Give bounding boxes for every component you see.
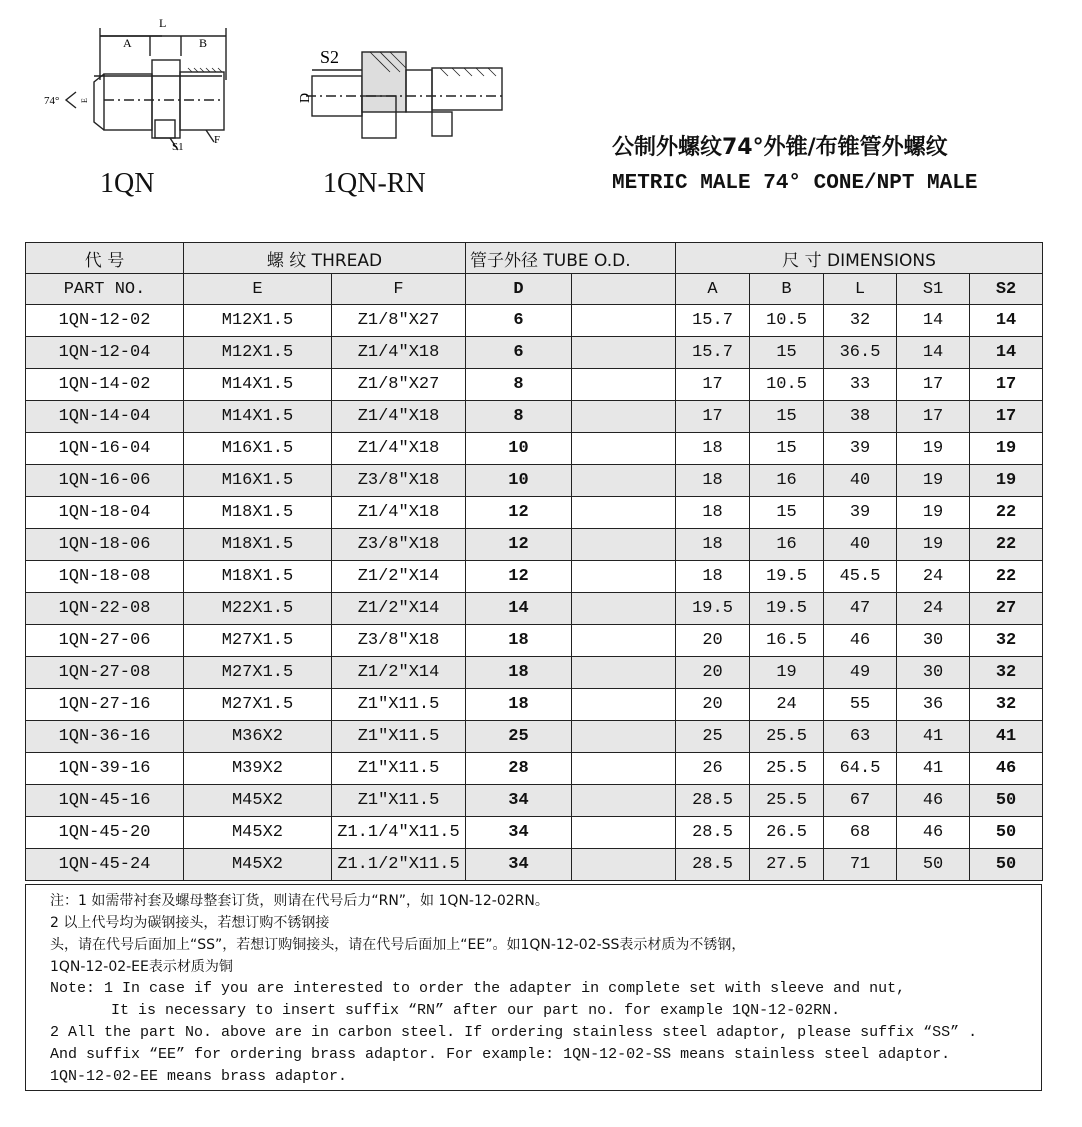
note-en-1: Note: 1 In case if you are interested to order the adapter in complete set with sleeve and nut,	[50, 980, 906, 997]
cell-s1: 24	[897, 593, 970, 625]
cell-s1: 50	[897, 849, 970, 881]
cell-d: 25	[466, 721, 572, 753]
cell-s1: 36	[897, 689, 970, 721]
cell-b: 15	[750, 497, 824, 529]
header-dimensions: 尺 寸 DIMENSIONS	[676, 243, 1043, 274]
cell-d: 8	[466, 369, 572, 401]
table-row	[26, 817, 1043, 849]
cell-b: 16.5	[750, 625, 824, 657]
cell-s2: 41	[970, 721, 1043, 753]
cell-f: Z1"X11.5	[332, 753, 466, 785]
cell-part: 1QN-36-16	[26, 721, 184, 753]
cell-empty	[572, 561, 676, 593]
cell-part: 1QN-16-04	[26, 433, 184, 465]
header-empty	[572, 274, 676, 305]
cell-e: M27X1.5	[184, 689, 332, 721]
cell-l: 63	[824, 721, 897, 753]
cell-f: Z3/8"X18	[332, 529, 466, 561]
cell-l: 67	[824, 785, 897, 817]
cell-d: 18	[466, 625, 572, 657]
note-en-3: 2 All the part No. above are in carbon steel. If ordering stainless steel adaptor, please suffix “SS” .	[50, 1024, 978, 1041]
note-cn-3: 头，请在代号后面加上“SS”，若想订购铜接头，请在代号后面加上“EE”。如1QN-12-02-SS表示材质为不锈钢，	[50, 937, 746, 953]
cell-a: 26	[676, 753, 750, 785]
cell-empty	[572, 465, 676, 497]
cell-part: 1QN-22-08	[26, 593, 184, 625]
cell-e: M16X1.5	[184, 433, 332, 465]
cell-b: 19	[750, 657, 824, 689]
cell-part: 1QN-45-20	[26, 817, 184, 849]
cell-l: 68	[824, 817, 897, 849]
cell-empty	[572, 497, 676, 529]
cell-part: 1QN-18-06	[26, 529, 184, 561]
cell-d: 6	[466, 305, 572, 337]
title-english: METRIC MALE 74° CONE/NPT MALE	[612, 172, 978, 195]
cell-s2: 19	[970, 465, 1043, 497]
cell-empty	[572, 625, 676, 657]
cell-e: M39X2	[184, 753, 332, 785]
cell-l: 33	[824, 369, 897, 401]
header-part: 代 号	[26, 243, 184, 274]
cell-l: 71	[824, 849, 897, 881]
cell-l: 36.5	[824, 337, 897, 369]
header-f: F	[332, 274, 466, 305]
table-row	[26, 465, 1043, 497]
header-b: B	[750, 274, 824, 305]
cell-d: 34	[466, 849, 572, 881]
cell-empty	[572, 817, 676, 849]
cell-empty	[572, 689, 676, 721]
cell-a: 17	[676, 369, 750, 401]
cell-empty	[572, 337, 676, 369]
table-row	[26, 657, 1043, 689]
cell-l: 49	[824, 657, 897, 689]
cell-empty	[572, 593, 676, 625]
cell-b: 16	[750, 529, 824, 561]
cell-b: 26.5	[750, 817, 824, 849]
table-row	[26, 305, 1043, 337]
cell-part: 1QN-45-16	[26, 785, 184, 817]
cell-s2: 22	[970, 529, 1043, 561]
cell-a: 25	[676, 721, 750, 753]
cell-b: 19.5	[750, 593, 824, 625]
cell-a: 28.5	[676, 785, 750, 817]
header-thread: 螺 纹 THREAD	[184, 243, 466, 274]
table-row	[26, 433, 1043, 465]
cell-b: 15	[750, 337, 824, 369]
cell-d: 28	[466, 753, 572, 785]
dim-d-label: D	[298, 92, 313, 103]
cell-empty	[572, 305, 676, 337]
cell-s1: 30	[897, 625, 970, 657]
cell-s2: 14	[970, 305, 1043, 337]
cell-e: M45X2	[184, 785, 332, 817]
cell-a: 18	[676, 465, 750, 497]
cell-a: 18	[676, 561, 750, 593]
cell-d: 34	[466, 785, 572, 817]
header-tube-od: 管子外径 TUBE O.D.	[466, 243, 676, 274]
cell-f: Z1.1/2"X11.5	[332, 849, 466, 881]
cell-a: 28.5	[676, 817, 750, 849]
note-cn-4: 1QN-12-02-EE表示材质为铜	[50, 959, 233, 975]
notes-box	[25, 884, 1042, 1091]
cell-a: 15.7	[676, 305, 750, 337]
cell-d: 12	[466, 561, 572, 593]
cell-s1: 14	[897, 337, 970, 369]
header-s1: S1	[897, 274, 970, 305]
cell-s1: 19	[897, 529, 970, 561]
cell-s1: 14	[897, 305, 970, 337]
cell-e: M14X1.5	[184, 401, 332, 433]
cell-f: Z1"X11.5	[332, 721, 466, 753]
cell-f: Z1/2"X14	[332, 657, 466, 689]
cell-a: 28.5	[676, 849, 750, 881]
cell-s2: 32	[970, 689, 1043, 721]
table-row	[26, 625, 1043, 657]
cell-s2: 19	[970, 433, 1043, 465]
cell-part: 1QN-45-24	[26, 849, 184, 881]
cell-l: 39	[824, 433, 897, 465]
cell-b: 27.5	[750, 849, 824, 881]
cell-a: 20	[676, 625, 750, 657]
table-row	[26, 593, 1043, 625]
cell-e: M27X1.5	[184, 625, 332, 657]
cell-e: M12X1.5	[184, 305, 332, 337]
cell-s1: 46	[897, 817, 970, 849]
cell-l: 64.5	[824, 753, 897, 785]
cell-s1: 41	[897, 753, 970, 785]
cell-part: 1QN-39-16	[26, 753, 184, 785]
cell-a: 20	[676, 657, 750, 689]
cell-b: 25.5	[750, 721, 824, 753]
cell-f: Z1/4"X18	[332, 401, 466, 433]
cell-empty	[572, 785, 676, 817]
cell-f: Z1/2"X14	[332, 593, 466, 625]
cell-s2: 17	[970, 369, 1043, 401]
cell-s1: 17	[897, 369, 970, 401]
cell-part: 1QN-12-02	[26, 305, 184, 337]
cell-part: 1QN-27-16	[26, 689, 184, 721]
cell-part: 1QN-27-08	[26, 657, 184, 689]
cell-s1: 46	[897, 785, 970, 817]
cell-part: 1QN-27-06	[26, 625, 184, 657]
cell-s1: 24	[897, 561, 970, 593]
table-row	[26, 529, 1043, 561]
cell-s2: 17	[970, 401, 1043, 433]
table-row	[26, 369, 1043, 401]
cell-l: 46	[824, 625, 897, 657]
cell-part: 1QN-14-04	[26, 401, 184, 433]
cell-part: 1QN-14-02	[26, 369, 184, 401]
table-row	[26, 849, 1043, 881]
cell-f: Z1"X11.5	[332, 689, 466, 721]
cell-s1: 19	[897, 433, 970, 465]
cell-f: Z1.1/4"X11.5	[332, 817, 466, 849]
dim-s2-label: S2	[320, 47, 340, 67]
cell-e: M27X1.5	[184, 657, 332, 689]
cell-f: Z1/4"X18	[332, 497, 466, 529]
cell-d: 6	[466, 337, 572, 369]
cell-s1: 17	[897, 401, 970, 433]
cell-b: 10.5	[750, 305, 824, 337]
cell-s1: 30	[897, 657, 970, 689]
cell-l: 38	[824, 401, 897, 433]
cell-l: 47	[824, 593, 897, 625]
dim-a-label: A	[123, 36, 132, 50]
header-part-no: PART NO.	[26, 274, 184, 305]
cell-s1: 19	[897, 497, 970, 529]
dim-e-label: E	[80, 98, 89, 103]
table-row	[26, 785, 1043, 817]
dim-b-label: B	[199, 36, 208, 50]
cell-e: M18X1.5	[184, 529, 332, 561]
cell-f: Z1/4"X18	[332, 433, 466, 465]
note-en-4: And suffix “EE” for ordering brass adaptor. For example: 1QN-12-02-SS means stainless steel adaptor.	[50, 1046, 951, 1063]
cell-s2: 50	[970, 817, 1043, 849]
cell-empty	[572, 369, 676, 401]
table-header-row-2	[26, 274, 1043, 305]
cell-e: M12X1.5	[184, 337, 332, 369]
header-d: D	[466, 274, 572, 305]
cell-s2: 50	[970, 785, 1043, 817]
cell-e: M18X1.5	[184, 497, 332, 529]
title-chinese: 公制外螺纹74°外锥/布锥管外螺纹	[612, 135, 948, 160]
cell-e: M18X1.5	[184, 561, 332, 593]
cell-s2: 32	[970, 657, 1043, 689]
cell-d: 12	[466, 529, 572, 561]
cell-s2: 27	[970, 593, 1043, 625]
cell-s2: 14	[970, 337, 1043, 369]
header-a: A	[676, 274, 750, 305]
angle-label: 74°	[44, 95, 60, 107]
cell-l: 40	[824, 529, 897, 561]
dim-s1-label: S1	[172, 141, 184, 153]
note-en-5: 1QN-12-02-EE means brass adaptor.	[50, 1068, 348, 1085]
cell-a: 19.5	[676, 593, 750, 625]
dim-f-label: F	[214, 134, 221, 146]
cell-d: 12	[466, 497, 572, 529]
cell-f: Z3/8"X18	[332, 625, 466, 657]
cell-b: 10.5	[750, 369, 824, 401]
table-row	[26, 721, 1043, 753]
dim-l-label: L	[159, 16, 167, 30]
cell-f: Z1/4"X18	[332, 337, 466, 369]
cell-empty	[572, 849, 676, 881]
note-cn-1: 注：1 如需带衬套及螺母整套订货，则请在代号后力“RN”，如 1QN-12-02RN。	[50, 893, 549, 909]
cell-d: 8	[466, 401, 572, 433]
table-row	[26, 337, 1043, 369]
dimensions-table	[25, 242, 1043, 881]
cell-e: M22X1.5	[184, 593, 332, 625]
table-row	[26, 753, 1043, 785]
cell-l: 55	[824, 689, 897, 721]
cell-s1: 19	[897, 465, 970, 497]
cell-part: 1QN-12-04	[26, 337, 184, 369]
cell-d: 34	[466, 817, 572, 849]
cell-empty	[572, 433, 676, 465]
cell-a: 17	[676, 401, 750, 433]
cell-b: 25.5	[750, 785, 824, 817]
table-row	[26, 401, 1043, 433]
cell-l: 32	[824, 305, 897, 337]
table-row	[26, 561, 1043, 593]
figure-label-1qn: 1QN	[100, 168, 155, 199]
header-e: E	[184, 274, 332, 305]
header-l: L	[824, 274, 897, 305]
cell-b: 19.5	[750, 561, 824, 593]
cell-f: Z1/2"X14	[332, 561, 466, 593]
table-row	[26, 497, 1043, 529]
cell-s2: 32	[970, 625, 1043, 657]
cell-f: Z3/8"X18	[332, 465, 466, 497]
cell-f: Z1/8"X27	[332, 369, 466, 401]
cell-s1: 41	[897, 721, 970, 753]
cell-e: M45X2	[184, 849, 332, 881]
note-en-2: It is necessary to insert suffix “RN” after our part no. for example 1QN-12-02RN.	[111, 1002, 841, 1019]
cell-s2: 50	[970, 849, 1043, 881]
cell-e: M14X1.5	[184, 369, 332, 401]
cell-a: 15.7	[676, 337, 750, 369]
header-s2: S2	[970, 274, 1043, 305]
cell-a: 18	[676, 529, 750, 561]
cell-s2: 22	[970, 561, 1043, 593]
cell-d: 14	[466, 593, 572, 625]
cell-s2: 46	[970, 753, 1043, 785]
cell-empty	[572, 529, 676, 561]
cell-empty	[572, 401, 676, 433]
cell-e: M16X1.5	[184, 465, 332, 497]
cell-empty	[572, 657, 676, 689]
cell-d: 18	[466, 657, 572, 689]
figure-label-1qn-rn: 1QN-RN	[323, 168, 426, 199]
cell-empty	[572, 721, 676, 753]
cell-b: 15	[750, 433, 824, 465]
cell-part: 1QN-18-08	[26, 561, 184, 593]
table-header-row-1	[26, 243, 1043, 274]
cell-e: M45X2	[184, 817, 332, 849]
cell-f: Z1"X11.5	[332, 785, 466, 817]
note-cn-2: 2 以上代号均为碳钢接头，若想订购不锈钢接	[50, 915, 330, 931]
cell-l: 45.5	[824, 561, 897, 593]
table-row	[26, 689, 1043, 721]
cell-b: 24	[750, 689, 824, 721]
cell-l: 40	[824, 465, 897, 497]
cell-b: 16	[750, 465, 824, 497]
cell-empty	[572, 753, 676, 785]
cell-f: Z1/8"X27	[332, 305, 466, 337]
cell-b: 25.5	[750, 753, 824, 785]
cell-d: 10	[466, 465, 572, 497]
cell-a: 20	[676, 689, 750, 721]
cell-d: 10	[466, 433, 572, 465]
cell-part: 1QN-16-06	[26, 465, 184, 497]
cell-d: 18	[466, 689, 572, 721]
cell-a: 18	[676, 433, 750, 465]
cell-s2: 22	[970, 497, 1043, 529]
cell-l: 39	[824, 497, 897, 529]
cell-part: 1QN-18-04	[26, 497, 184, 529]
cell-b: 15	[750, 401, 824, 433]
cell-a: 18	[676, 497, 750, 529]
cell-e: M36X2	[184, 721, 332, 753]
